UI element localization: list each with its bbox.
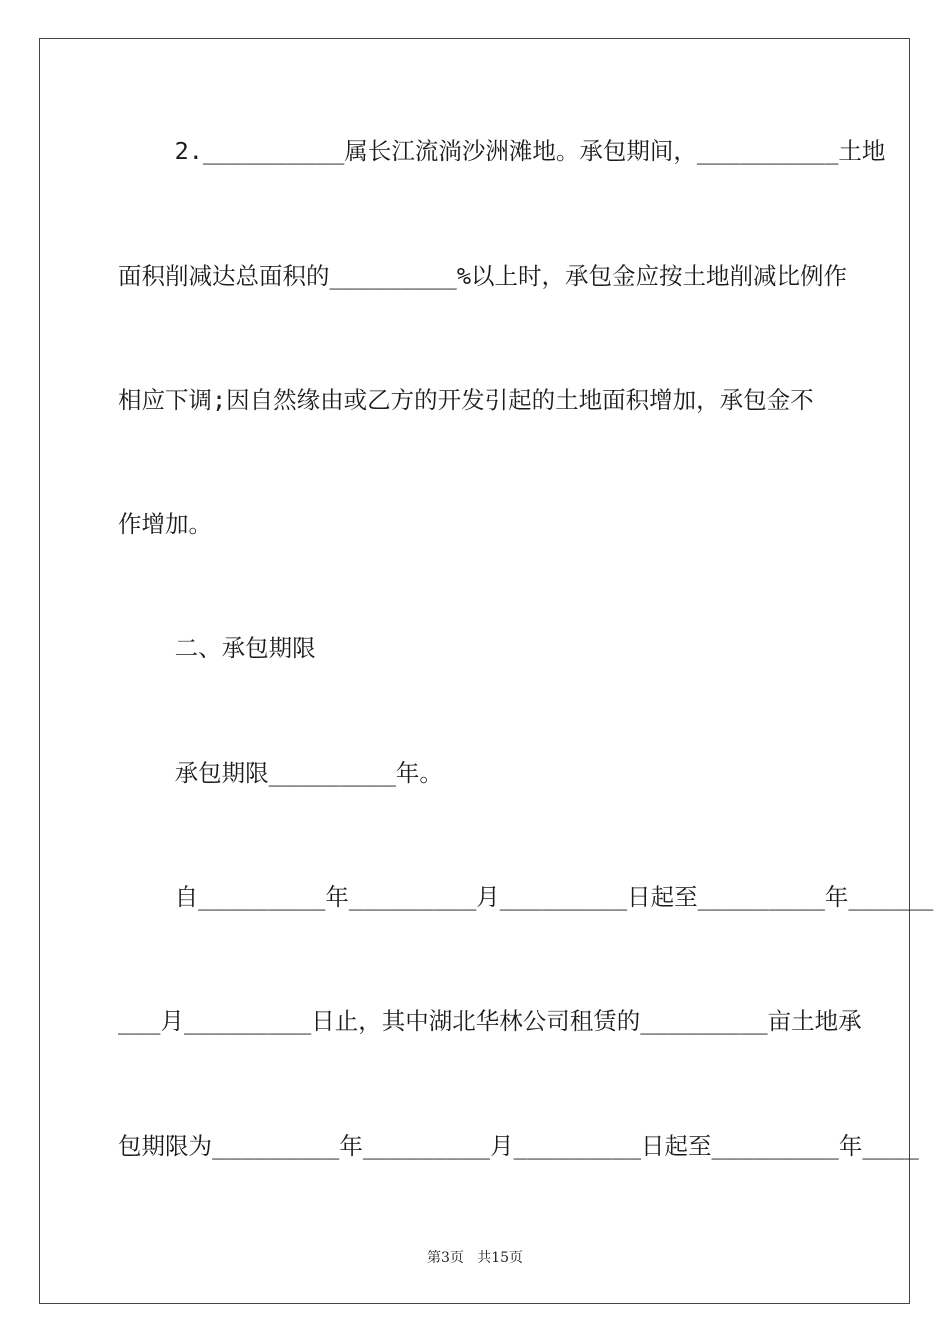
paragraph-line: 承包期限_________年。 bbox=[118, 759, 443, 787]
paragraph-line: 2.__________属长江流淌沙洲滩地。承包期间，__________土地 bbox=[118, 137, 886, 165]
page-footer: 第3页 共15页 bbox=[426, 1250, 524, 1266]
page-frame bbox=[39, 38, 934, 1304]
paragraph-line: 作增加。 bbox=[118, 510, 212, 538]
paragraph-line: ___月_________日止，其中湖北华林公司租赁的_________亩土地承 bbox=[118, 1007, 862, 1035]
paragraph-line: 包期限为_________年_________月_________日起至_________年____ bbox=[118, 1132, 919, 1160]
paragraph-line: 自_________年_________月_________日起至_________年______ bbox=[118, 883, 934, 911]
section-heading: 二、承包期限 bbox=[118, 634, 316, 662]
paragraph-line: 相应下调;因自然缘由或乙方的开发引起的土地面积增加，承包金不 bbox=[118, 386, 814, 414]
paragraph-line: 面积削减达总面积的_________%以上时，承包金应按土地削减比例作 bbox=[118, 262, 847, 290]
